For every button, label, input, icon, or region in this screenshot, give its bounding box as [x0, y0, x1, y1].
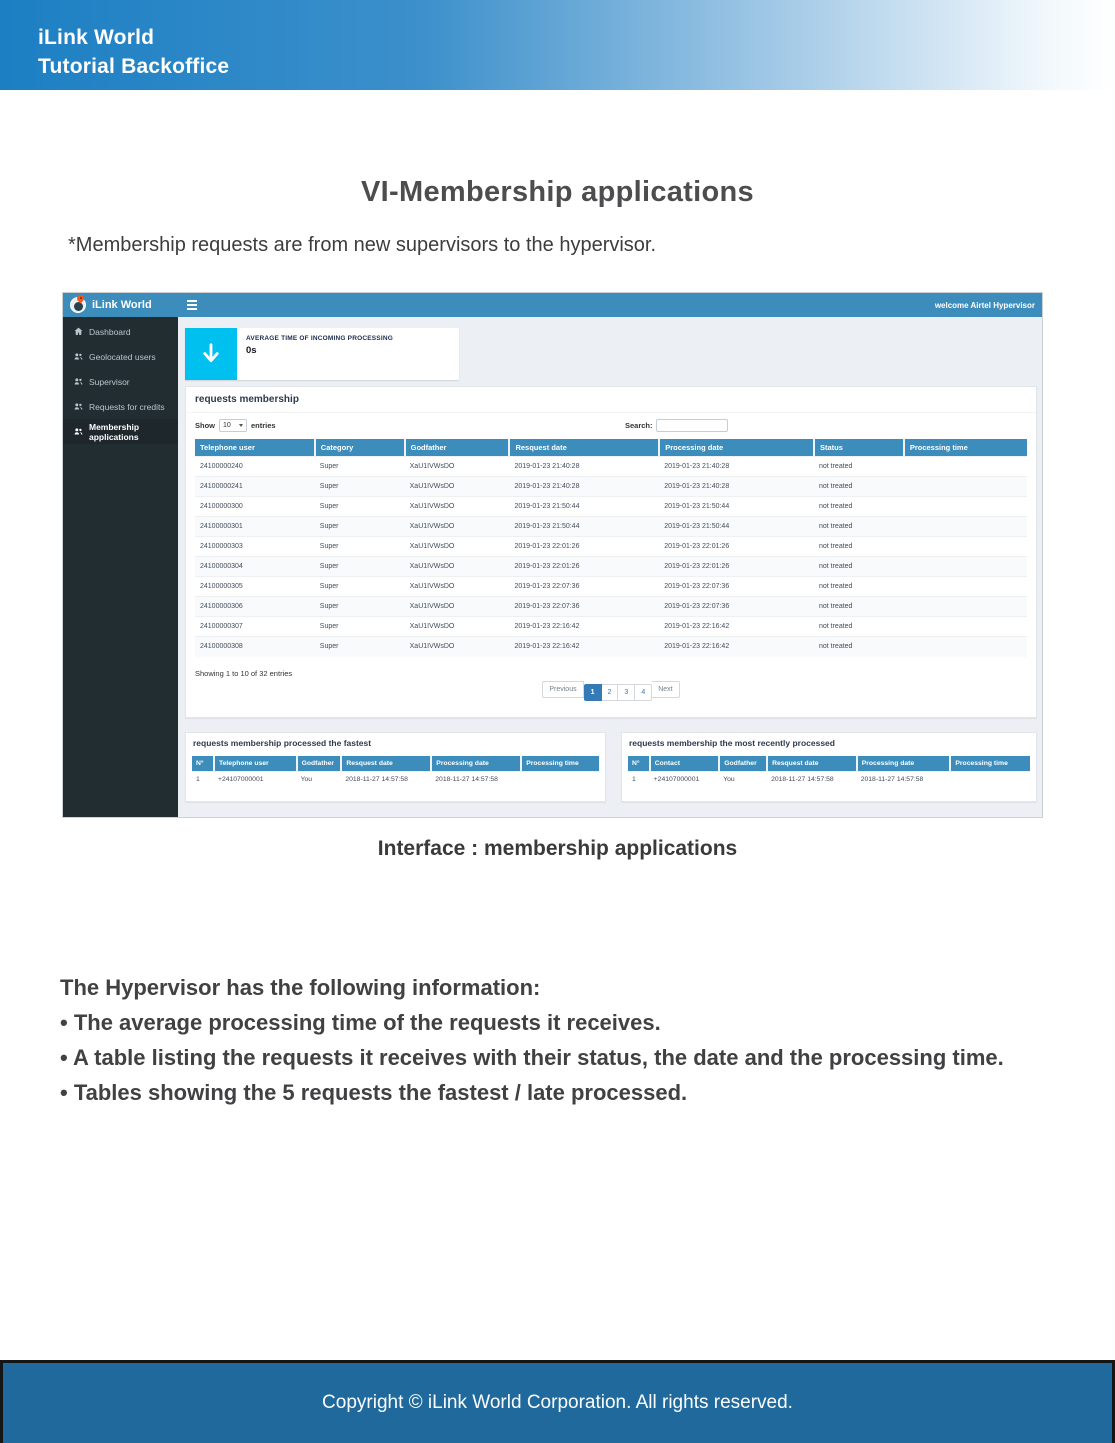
table-cell: XaU1IVWsDO [405, 617, 510, 637]
table-cell [904, 597, 1027, 617]
sidebar-item-dashboard[interactable] [63, 319, 178, 344]
down-arrow-icon [185, 328, 237, 380]
table-cell: 24100000303 [195, 537, 315, 557]
average-time-info-box [185, 328, 459, 380]
page-button[interactable]: 1 [584, 684, 602, 701]
table-cell: XaU1IVWsDO [405, 497, 510, 517]
next-page-button[interactable]: Next [652, 681, 679, 698]
table-cell: XaU1IVWsDO [405, 477, 510, 497]
requests-membership-panel [185, 386, 1037, 718]
table-cell: 2019-01-23 21:50:44 [509, 497, 659, 517]
table-cell: 2018-11-27 14:57:58 [431, 771, 521, 788]
table-header-row [192, 756, 599, 771]
column-header: Godfather [405, 439, 510, 457]
table-cell [904, 617, 1027, 637]
table-cell: Super [315, 637, 405, 657]
page-button[interactable]: 4 [635, 684, 652, 701]
table-cell: Super [315, 557, 405, 577]
table-cell: not treated [814, 577, 904, 597]
page-number-buttons [584, 681, 653, 701]
table-cell: not treated [814, 557, 904, 577]
table-cell: not treated [814, 597, 904, 617]
column-header: Processing date [659, 439, 814, 457]
sidebar-item-membership-applications[interactable] [63, 419, 178, 444]
sidebar-item-requests-for-credits[interactable] [63, 394, 178, 419]
table-cell: not treated [814, 617, 904, 637]
table-row [195, 517, 1027, 537]
previous-page-button[interactable]: Previous [542, 681, 583, 698]
users-icon [74, 427, 83, 436]
page-subtitle: *Membership requests are from new supervisors to the hypervisor. [68, 234, 657, 256]
home-icon [74, 327, 83, 336]
table-cell: 2019-01-23 21:40:28 [659, 457, 814, 477]
body-bullet: • The average processing time of the requests it receives. [60, 1010, 661, 1035]
table-cell: You [297, 771, 342, 788]
info-box-value: 0s [246, 345, 257, 356]
table-cell: 2019-01-23 22:07:36 [509, 577, 659, 597]
column-header: Resquest date [767, 756, 857, 771]
table-cell: 2019-01-23 21:40:28 [509, 477, 659, 497]
table-cell: XaU1IVWsDO [405, 597, 510, 617]
entries-label: entries [251, 421, 276, 430]
table-row [195, 537, 1027, 557]
table-row [195, 617, 1027, 637]
table-cell: 2018-11-27 14:57:58 [341, 771, 431, 788]
column-header: Status [814, 439, 904, 457]
column-header: Processing time [904, 439, 1027, 457]
table-cell: 2019-01-23 22:16:42 [509, 617, 659, 637]
fastest-table-wrap [192, 756, 599, 788]
body-bullet: • Tables showing the 5 requests the fastest / late processed. [60, 1080, 688, 1105]
sidebar-toggle-button[interactable] [178, 293, 206, 317]
table-row [628, 771, 1030, 788]
table-cell: not treated [814, 497, 904, 517]
column-header: Processing time [950, 756, 1030, 771]
requests-table [195, 439, 1027, 657]
table-cell [904, 577, 1027, 597]
copyright-text: Copyright © iLink World Corporation. All rights reserved. [322, 1392, 793, 1413]
table-cell: not treated [814, 637, 904, 657]
sidebar-item-label: Supervisor [89, 376, 130, 387]
table-cell [950, 771, 1030, 788]
header-brand-line1: iLink World [38, 26, 155, 49]
table-cell: 24100000241 [195, 477, 315, 497]
table-cell: XaU1IVWsDO [405, 557, 510, 577]
table-cell: Super [315, 517, 405, 537]
table-cell: 2019-01-23 21:50:44 [659, 497, 814, 517]
panel-title: requests membership the most recently processed [629, 738, 835, 748]
table-cell: 1 [192, 771, 214, 788]
table-row [195, 577, 1027, 597]
table-cell [904, 637, 1027, 657]
table-row [195, 637, 1027, 657]
column-header: Resquest date [509, 439, 659, 457]
table-cell: 24100000240 [195, 457, 315, 477]
table-cell: 2019-01-23 21:40:28 [659, 477, 814, 497]
table-cell: You [719, 771, 767, 788]
fastest-processed-panel [185, 732, 606, 802]
info-box-label: AVERAGE TIME OF INCOMING PROCESSING [246, 335, 394, 342]
table-cell: +24107000001 [650, 771, 720, 788]
table-cell [904, 457, 1027, 477]
table-row [195, 497, 1027, 517]
column-header: N° [628, 756, 650, 771]
fastest-table [192, 756, 599, 788]
page-size-value: 10 [223, 422, 231, 429]
show-label: Show [195, 421, 215, 430]
table-header-row [628, 756, 1030, 771]
sidebar-item-supervisor[interactable] [63, 369, 178, 394]
table-controls [195, 419, 1027, 435]
table-cell: 2019-01-23 21:50:44 [509, 517, 659, 537]
recent-table-wrap [628, 756, 1030, 788]
users-icon [74, 377, 83, 386]
body-bullet: • A table listing the requests it receives with their status, the date and the processing time. [60, 1045, 1004, 1070]
page-size-control [195, 419, 276, 432]
table-cell: 24100000304 [195, 557, 315, 577]
table-cell [904, 537, 1027, 557]
table-header-row [195, 439, 1027, 457]
requests-table-wrap [195, 439, 1027, 657]
pagination [186, 681, 1036, 701]
column-header: Godfather [297, 756, 342, 771]
search-input[interactable] [656, 419, 728, 432]
table-cell: 2019-01-23 22:01:26 [659, 537, 814, 557]
table-cell: 24100000306 [195, 597, 315, 617]
table-cell: 2019-01-23 22:01:26 [509, 537, 659, 557]
search-label: Search: [625, 421, 653, 430]
table-cell: not treated [814, 537, 904, 557]
app-brand[interactable] [63, 293, 178, 317]
body-text [60, 970, 1070, 1110]
table-cell [904, 497, 1027, 517]
info-box-text [237, 328, 402, 380]
table-cell: 2019-01-23 21:50:44 [659, 517, 814, 537]
sidebar-item-label: Requests for credits [89, 401, 165, 412]
table-cell: Super [315, 597, 405, 617]
page-size-select[interactable] [219, 419, 247, 432]
column-header: Processing time [521, 756, 599, 771]
table-cell: Super [315, 577, 405, 597]
users-icon [74, 352, 83, 361]
sidebar-item-label: Membership applications [89, 421, 140, 442]
table-row [195, 457, 1027, 477]
column-header: Processing date [857, 756, 951, 771]
table-cell: XaU1IVWsDO [405, 637, 510, 657]
page-title: VI-Membership applications [361, 176, 754, 208]
column-header: Godfather [719, 756, 767, 771]
table-cell: XaU1IVWsDO [405, 537, 510, 557]
table-cell: Super [315, 497, 405, 517]
table-cell: 2019-01-23 22:01:26 [509, 557, 659, 577]
panel-title: requests membership [186, 387, 1036, 413]
column-header: Telephone user [195, 439, 315, 457]
table-cell: Super [315, 477, 405, 497]
table-cell: XaU1IVWsDO [405, 457, 510, 477]
table-cell: 24100000308 [195, 637, 315, 657]
table-cell: 2019-01-23 22:07:36 [509, 597, 659, 617]
table-cell: XaU1IVWsDO [405, 577, 510, 597]
app-brand-label: iLink World [92, 299, 152, 311]
table-cell: Super [315, 617, 405, 637]
table-cell: Super [315, 537, 405, 557]
screenshot-caption: Interface : membership applications [377, 837, 738, 860]
table-cell: 2018-11-27 14:57:58 [857, 771, 951, 788]
header-brand-line2: Tutorial Backoffice [38, 55, 230, 78]
table-cell: 2019-01-23 22:16:42 [659, 637, 814, 657]
column-header: Resquest date [341, 756, 431, 771]
table-cell [904, 517, 1027, 537]
column-header: Contact [650, 756, 720, 771]
column-header: Processing date [431, 756, 521, 771]
sidebar-item-label: Geolocated users [89, 351, 156, 362]
column-header: Telephone user [214, 756, 297, 771]
table-cell: not treated [814, 457, 904, 477]
users-icon [74, 402, 83, 411]
document-header [0, 0, 1115, 90]
table-cell: 2019-01-23 22:16:42 [659, 617, 814, 637]
table-cell [904, 557, 1027, 577]
table-cell: XaU1IVWsDO [405, 517, 510, 537]
column-header: Category [315, 439, 405, 457]
panel-title: requests membership processed the fastest [193, 738, 372, 748]
table-cell: Super [315, 457, 405, 477]
body-intro: The Hypervisor has the following information: [60, 975, 541, 1000]
app-sidebar [63, 317, 178, 818]
table-row [192, 771, 599, 788]
table-summary: Showing 1 to 10 of 32 entries [195, 669, 293, 678]
table-cell: 2019-01-23 22:16:42 [509, 637, 659, 657]
table-row [195, 557, 1027, 577]
table-cell: 24100000307 [195, 617, 315, 637]
recently-processed-panel [621, 732, 1037, 802]
table-cell: 2018-11-27 14:57:58 [767, 771, 857, 788]
table-cell [521, 771, 599, 788]
page-button[interactable]: 3 [618, 684, 635, 701]
backoffice-screenshot [62, 292, 1043, 818]
hamburger-icon [187, 304, 197, 306]
table-cell: 2019-01-23 22:07:36 [659, 577, 814, 597]
table-cell: 24100000305 [195, 577, 315, 597]
table-cell [904, 477, 1027, 497]
table-cell: 24100000301 [195, 517, 315, 537]
sidebar-item-label: Dashboard [89, 326, 131, 337]
table-row [195, 597, 1027, 617]
table-cell: 2019-01-23 21:40:28 [509, 457, 659, 477]
table-cell: 2019-01-23 22:07:36 [659, 597, 814, 617]
ilink-logo-icon [70, 297, 86, 313]
welcome-user-label: welcome Airtel Hypervisor [934, 300, 1035, 310]
column-header: N° [192, 756, 214, 771]
document-footer [0, 1360, 1115, 1443]
chevron-down-icon [239, 424, 243, 427]
recent-table [628, 756, 1030, 788]
table-cell: 24100000300 [195, 497, 315, 517]
table-cell: +24107000001 [214, 771, 297, 788]
search-control [625, 419, 728, 432]
page-button[interactable]: 2 [602, 684, 619, 701]
table-cell: 2019-01-23 22:01:26 [659, 557, 814, 577]
table-cell: not treated [814, 517, 904, 537]
table-cell: not treated [814, 477, 904, 497]
table-cell: 1 [628, 771, 650, 788]
app-navbar [63, 293, 1042, 317]
sidebar-item-geolocated-users[interactable] [63, 344, 178, 369]
table-row [195, 477, 1027, 497]
